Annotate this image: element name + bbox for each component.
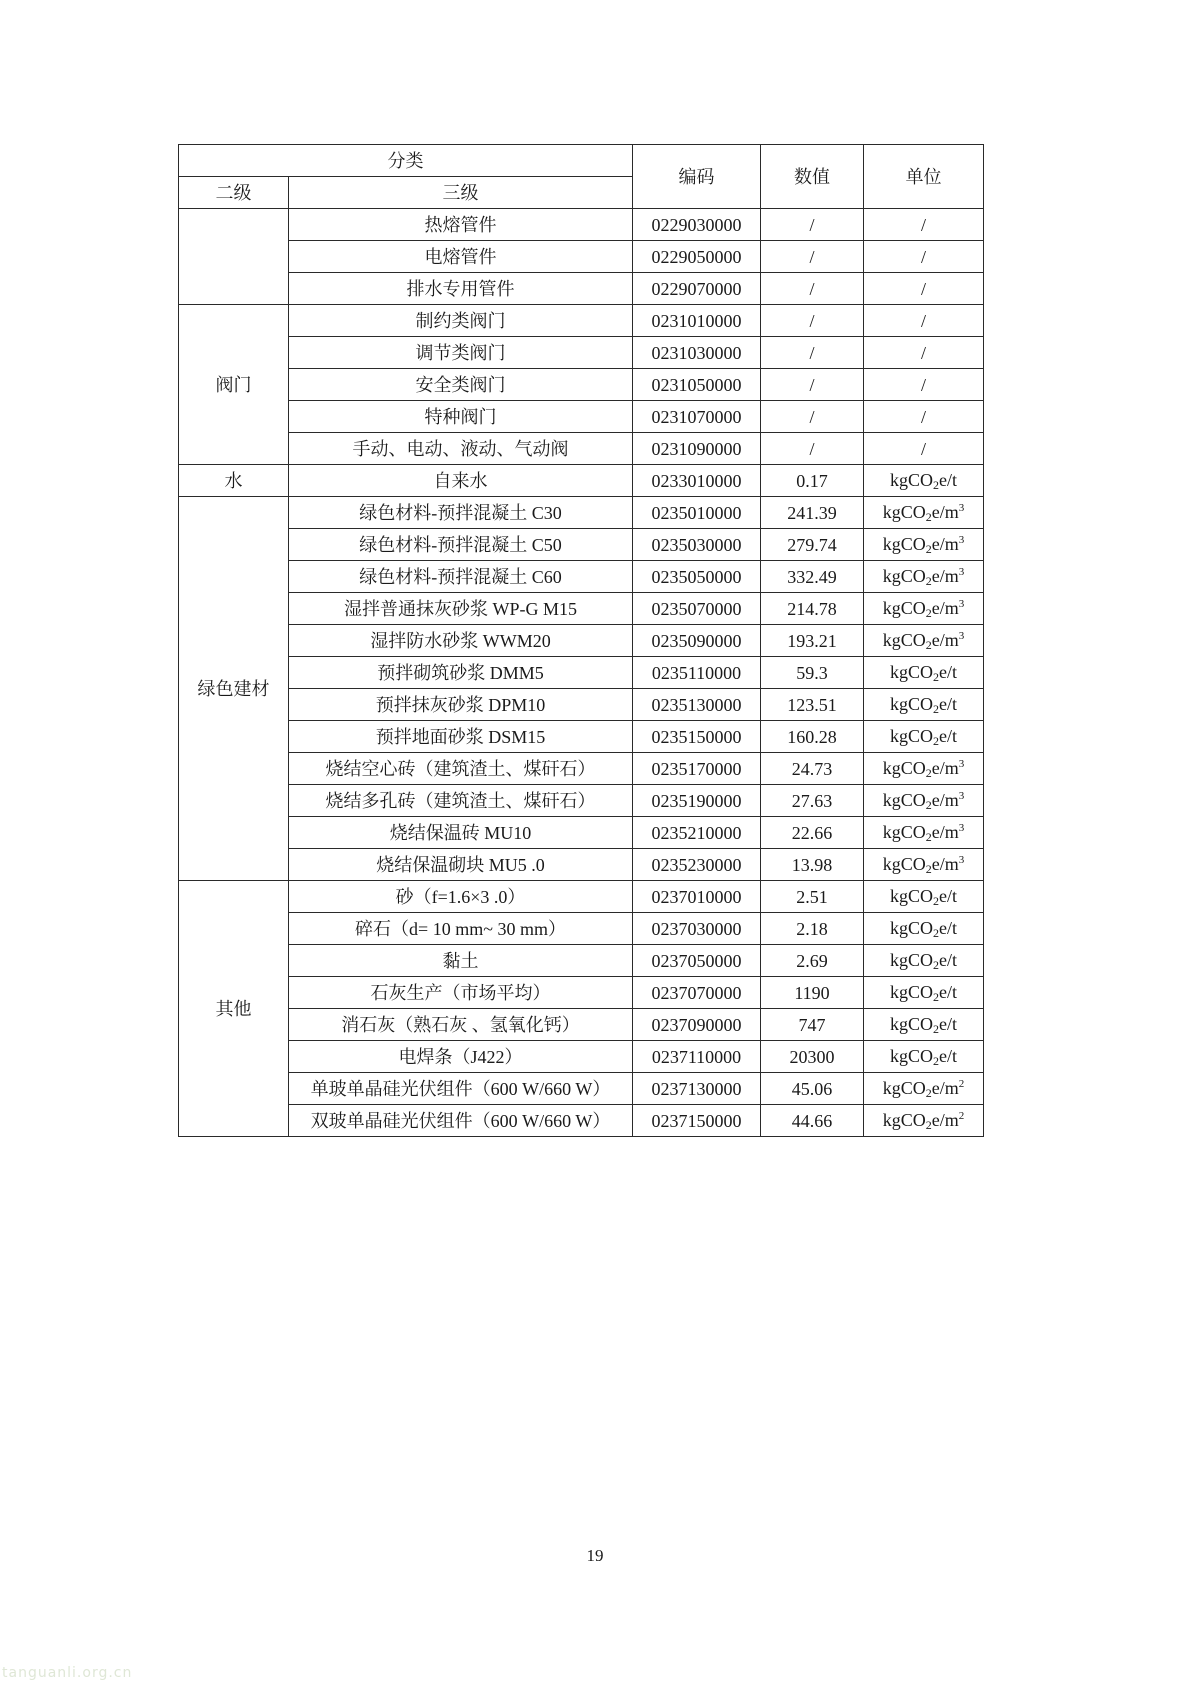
cell-level3: 预拌地面砂浆 DSM15 bbox=[289, 721, 633, 753]
cell-value: / bbox=[761, 305, 864, 337]
cell-value: 20300 bbox=[761, 1041, 864, 1073]
cell-level3: 绿色材料-预拌混凝土 C50 bbox=[289, 529, 633, 561]
unit-text: kgCO$_2$e/t bbox=[889, 725, 957, 748]
table-row bbox=[179, 273, 984, 305]
table-row bbox=[179, 337, 984, 369]
cell-code: 0229070000 bbox=[633, 273, 761, 305]
unit-exponent: 3 bbox=[958, 565, 965, 578]
table-row bbox=[179, 657, 984, 689]
cell-level3: 预拌抹灰砂浆 DPM10 bbox=[289, 689, 633, 721]
cell-unit bbox=[864, 465, 984, 497]
cell-level3: 绿色材料-预拌混凝土 C60 bbox=[289, 561, 633, 593]
unit-text: kgCO$_2$e/t bbox=[889, 661, 957, 684]
cell-unit bbox=[864, 305, 984, 337]
cell-unit bbox=[864, 753, 984, 785]
table-row bbox=[179, 433, 984, 465]
table-row bbox=[179, 881, 984, 913]
watermark: tanguanli.org.cn bbox=[2, 1665, 133, 1681]
unit-text: kgCO$_2$e/m bbox=[882, 533, 959, 556]
unit-text: / bbox=[920, 310, 926, 331]
unit-text: / bbox=[920, 406, 926, 427]
cell-value: 44.66 bbox=[761, 1105, 864, 1137]
unit-exponent: 2 bbox=[958, 1077, 965, 1090]
unit-text: kgCO$_2$e/t bbox=[889, 885, 957, 908]
unit-text: / bbox=[920, 246, 926, 267]
table-row bbox=[179, 977, 984, 1009]
header-level2: 二级 bbox=[179, 177, 289, 209]
cell-value: 123.51 bbox=[761, 689, 864, 721]
cell-unit bbox=[864, 273, 984, 305]
cell-unit bbox=[864, 689, 984, 721]
cell-code: 0237010000 bbox=[633, 881, 761, 913]
table-row bbox=[179, 1009, 984, 1041]
cell-unit bbox=[864, 657, 984, 689]
cell-code: 0231030000 bbox=[633, 337, 761, 369]
cell-level3: 湿拌防水砂浆 WWM20 bbox=[289, 625, 633, 657]
cell-unit bbox=[864, 977, 984, 1009]
cell-code: 0229030000 bbox=[633, 209, 761, 241]
table-row bbox=[179, 721, 984, 753]
cell-level3: 单玻单晶硅光伏组件（600 W/660 W） bbox=[289, 1073, 633, 1105]
cell-unit bbox=[864, 625, 984, 657]
unit-text: kgCO$_2$e/m bbox=[882, 789, 959, 812]
cell-unit bbox=[864, 593, 984, 625]
cell-code: 0237130000 bbox=[633, 1073, 761, 1105]
cell-level3: 消石灰（熟石灰 、氢氧化钙） bbox=[289, 1009, 633, 1041]
page-number: 19 bbox=[586, 1546, 604, 1565]
unit-text: kgCO$_2$e/m bbox=[882, 821, 959, 844]
cell-level2 bbox=[179, 209, 289, 305]
cell-unit bbox=[864, 1105, 984, 1137]
cell-code: 0235030000 bbox=[633, 529, 761, 561]
cell-value: 27.63 bbox=[761, 785, 864, 817]
cell-level3: 预拌砌筑砂浆 DMM5 bbox=[289, 657, 633, 689]
cell-unit bbox=[864, 433, 984, 465]
unit-exponent: 3 bbox=[958, 629, 965, 642]
unit-text: kgCO$_2$e/t bbox=[889, 981, 957, 1004]
table-row bbox=[179, 497, 984, 529]
cell-code: 0231090000 bbox=[633, 433, 761, 465]
table-row bbox=[179, 529, 984, 561]
cell-code: 0235150000 bbox=[633, 721, 761, 753]
cell-level3: 碎石（d= 10 mm~ 30 mm） bbox=[289, 913, 633, 945]
header-unit: 单位 bbox=[864, 145, 984, 209]
cell-code: 0237150000 bbox=[633, 1105, 761, 1137]
unit-text: kgCO$_2$e/m bbox=[882, 1077, 959, 1100]
table-row bbox=[179, 785, 984, 817]
unit-text: kgCO$_2$e/t bbox=[889, 693, 957, 716]
unit-text: kgCO$_2$e/t bbox=[889, 469, 957, 492]
cell-code: 0235130000 bbox=[633, 689, 761, 721]
cell-code: 0231070000 bbox=[633, 401, 761, 433]
cell-unit bbox=[864, 1009, 984, 1041]
unit-text: / bbox=[920, 278, 926, 299]
cell-unit bbox=[864, 881, 984, 913]
table-row bbox=[179, 209, 984, 241]
table-row bbox=[179, 1105, 984, 1137]
cell-level3: 安全类阀门 bbox=[289, 369, 633, 401]
cell-code: 0235210000 bbox=[633, 817, 761, 849]
unit-exponent: 3 bbox=[958, 821, 965, 834]
cell-level3: 热熔管件 bbox=[289, 209, 633, 241]
cell-level2: 绿色建材 bbox=[179, 497, 289, 881]
cell-unit bbox=[864, 529, 984, 561]
cell-level3: 手动、电动、液动、气动阀 bbox=[289, 433, 633, 465]
cell-level3: 排水专用管件 bbox=[289, 273, 633, 305]
unit-text: kgCO$_2$e/t bbox=[889, 917, 957, 940]
cell-value: / bbox=[761, 401, 864, 433]
cell-value: 332.49 bbox=[761, 561, 864, 593]
cell-level3: 烧结空心砖（建筑渣土、煤矸石） bbox=[289, 753, 633, 785]
cell-code: 0235110000 bbox=[633, 657, 761, 689]
cell-level2: 其他 bbox=[179, 881, 289, 1137]
unit-text: kgCO$_2$e/t bbox=[889, 1045, 957, 1068]
cell-unit bbox=[864, 849, 984, 881]
cell-unit bbox=[864, 401, 984, 433]
header-category: 分类 bbox=[179, 145, 633, 177]
cell-level3: 调节类阀门 bbox=[289, 337, 633, 369]
cell-value: 2.69 bbox=[761, 945, 864, 977]
cell-level3: 湿拌普通抹灰砂浆 WP-G M15 bbox=[289, 593, 633, 625]
table-row bbox=[179, 593, 984, 625]
table-body bbox=[179, 209, 984, 1137]
cell-value: / bbox=[761, 433, 864, 465]
unit-text: / bbox=[920, 342, 926, 363]
table-row bbox=[179, 817, 984, 849]
cell-value: / bbox=[761, 369, 864, 401]
unit-text: kgCO$_2$e/m bbox=[882, 757, 959, 780]
cell-unit bbox=[864, 817, 984, 849]
table-row bbox=[179, 465, 984, 497]
cell-unit bbox=[864, 785, 984, 817]
cell-code: 0235070000 bbox=[633, 593, 761, 625]
cell-level3: 特种阀门 bbox=[289, 401, 633, 433]
cell-code: 0237110000 bbox=[633, 1041, 761, 1073]
header-level3: 三级 bbox=[289, 177, 633, 209]
cell-unit bbox=[864, 337, 984, 369]
cell-code: 0237070000 bbox=[633, 977, 761, 1009]
unit-exponent: 2 bbox=[958, 1109, 965, 1122]
cell-code: 0235010000 bbox=[633, 497, 761, 529]
table-row bbox=[179, 753, 984, 785]
table-row bbox=[179, 1041, 984, 1073]
unit-text: kgCO$_2$e/t bbox=[889, 1013, 957, 1036]
cell-code: 0233010000 bbox=[633, 465, 761, 497]
table-row bbox=[179, 401, 984, 433]
table-row bbox=[179, 561, 984, 593]
cell-value: 0.17 bbox=[761, 465, 864, 497]
cell-code: 0235190000 bbox=[633, 785, 761, 817]
cell-level2: 水 bbox=[179, 465, 289, 497]
cell-unit bbox=[864, 945, 984, 977]
cell-level3: 烧结多孔砖（建筑渣土、煤矸石） bbox=[289, 785, 633, 817]
cell-value: 45.06 bbox=[761, 1073, 864, 1105]
cell-value: 2.51 bbox=[761, 881, 864, 913]
unit-text: kgCO$_2$e/t bbox=[889, 949, 957, 972]
cell-level3: 烧结保温砖 MU10 bbox=[289, 817, 633, 849]
unit-exponent: 3 bbox=[958, 789, 965, 802]
unit-text: kgCO$_2$e/m bbox=[882, 853, 959, 876]
cell-unit bbox=[864, 561, 984, 593]
table-row bbox=[179, 1073, 984, 1105]
table-row bbox=[179, 849, 984, 881]
cell-value: 193.21 bbox=[761, 625, 864, 657]
cell-level3: 自来水 bbox=[289, 465, 633, 497]
cell-code: 0235090000 bbox=[633, 625, 761, 657]
unit-text: kgCO$_2$e/m bbox=[882, 597, 959, 620]
unit-text: kgCO$_2$e/m bbox=[882, 501, 959, 524]
cell-level3: 制约类阀门 bbox=[289, 305, 633, 337]
cell-code: 0231050000 bbox=[633, 369, 761, 401]
table-row bbox=[179, 689, 984, 721]
unit-exponent: 3 bbox=[958, 597, 965, 610]
cell-level3: 双玻单晶硅光伏组件（600 W/660 W） bbox=[289, 1105, 633, 1137]
table-row bbox=[179, 913, 984, 945]
cell-value: / bbox=[761, 209, 864, 241]
cell-value: / bbox=[761, 273, 864, 305]
cell-unit bbox=[864, 497, 984, 529]
cell-unit bbox=[864, 241, 984, 273]
cell-level3: 砂（f=1.6×3 .0） bbox=[289, 881, 633, 913]
table-row bbox=[179, 241, 984, 273]
cell-value: 2.18 bbox=[761, 913, 864, 945]
cell-code: 0231010000 bbox=[633, 305, 761, 337]
cell-level3: 烧结保温砌块 MU5 .0 bbox=[289, 849, 633, 881]
table-row bbox=[179, 305, 984, 337]
cell-unit bbox=[864, 721, 984, 753]
cell-level2: 阀门 bbox=[179, 305, 289, 465]
cell-level3: 电熔管件 bbox=[289, 241, 633, 273]
header-value: 数值 bbox=[761, 145, 864, 209]
cell-unit bbox=[864, 369, 984, 401]
cell-value: 24.73 bbox=[761, 753, 864, 785]
cell-value: 1190 bbox=[761, 977, 864, 1009]
table-row bbox=[179, 625, 984, 657]
cell-level3: 绿色材料-预拌混凝土 C30 bbox=[289, 497, 633, 529]
cell-value: 279.74 bbox=[761, 529, 864, 561]
cell-value: 747 bbox=[761, 1009, 864, 1041]
unit-text: kgCO$_2$e/m bbox=[882, 565, 959, 588]
cell-level3: 电焊条（J422） bbox=[289, 1041, 633, 1073]
cell-value: / bbox=[761, 241, 864, 273]
cell-code: 0237030000 bbox=[633, 913, 761, 945]
emission-factor-table bbox=[178, 144, 984, 1137]
cell-value: 214.78 bbox=[761, 593, 864, 625]
cell-value: 13.98 bbox=[761, 849, 864, 881]
header-code: 编码 bbox=[633, 145, 761, 209]
unit-text: / bbox=[920, 438, 926, 459]
cell-code: 0235230000 bbox=[633, 849, 761, 881]
cell-unit bbox=[864, 209, 984, 241]
cell-value: 59.3 bbox=[761, 657, 864, 689]
cell-level3: 黏土 bbox=[289, 945, 633, 977]
cell-unit bbox=[864, 1073, 984, 1105]
unit-text: / bbox=[920, 374, 926, 395]
unit-text: kgCO$_2$e/m bbox=[882, 629, 959, 652]
table-row bbox=[179, 945, 984, 977]
cell-value: / bbox=[761, 337, 864, 369]
cell-value: 241.39 bbox=[761, 497, 864, 529]
unit-text: / bbox=[920, 214, 926, 235]
cell-level3: 石灰生产（市场平均） bbox=[289, 977, 633, 1009]
cell-value: 22.66 bbox=[761, 817, 864, 849]
table-row bbox=[179, 369, 984, 401]
unit-exponent: 3 bbox=[958, 853, 965, 866]
unit-exponent: 3 bbox=[958, 533, 965, 546]
unit-text: kgCO$_2$e/m bbox=[882, 1109, 959, 1132]
cell-unit bbox=[864, 913, 984, 945]
unit-exponent: 3 bbox=[958, 757, 965, 770]
table-header bbox=[179, 145, 984, 209]
cell-code: 0237050000 bbox=[633, 945, 761, 977]
cell-unit bbox=[864, 1041, 984, 1073]
cell-value: 160.28 bbox=[761, 721, 864, 753]
cell-code: 0229050000 bbox=[633, 241, 761, 273]
cell-code: 0235050000 bbox=[633, 561, 761, 593]
cell-code: 0237090000 bbox=[633, 1009, 761, 1041]
unit-exponent: 3 bbox=[958, 501, 965, 514]
cell-code: 0235170000 bbox=[633, 753, 761, 785]
